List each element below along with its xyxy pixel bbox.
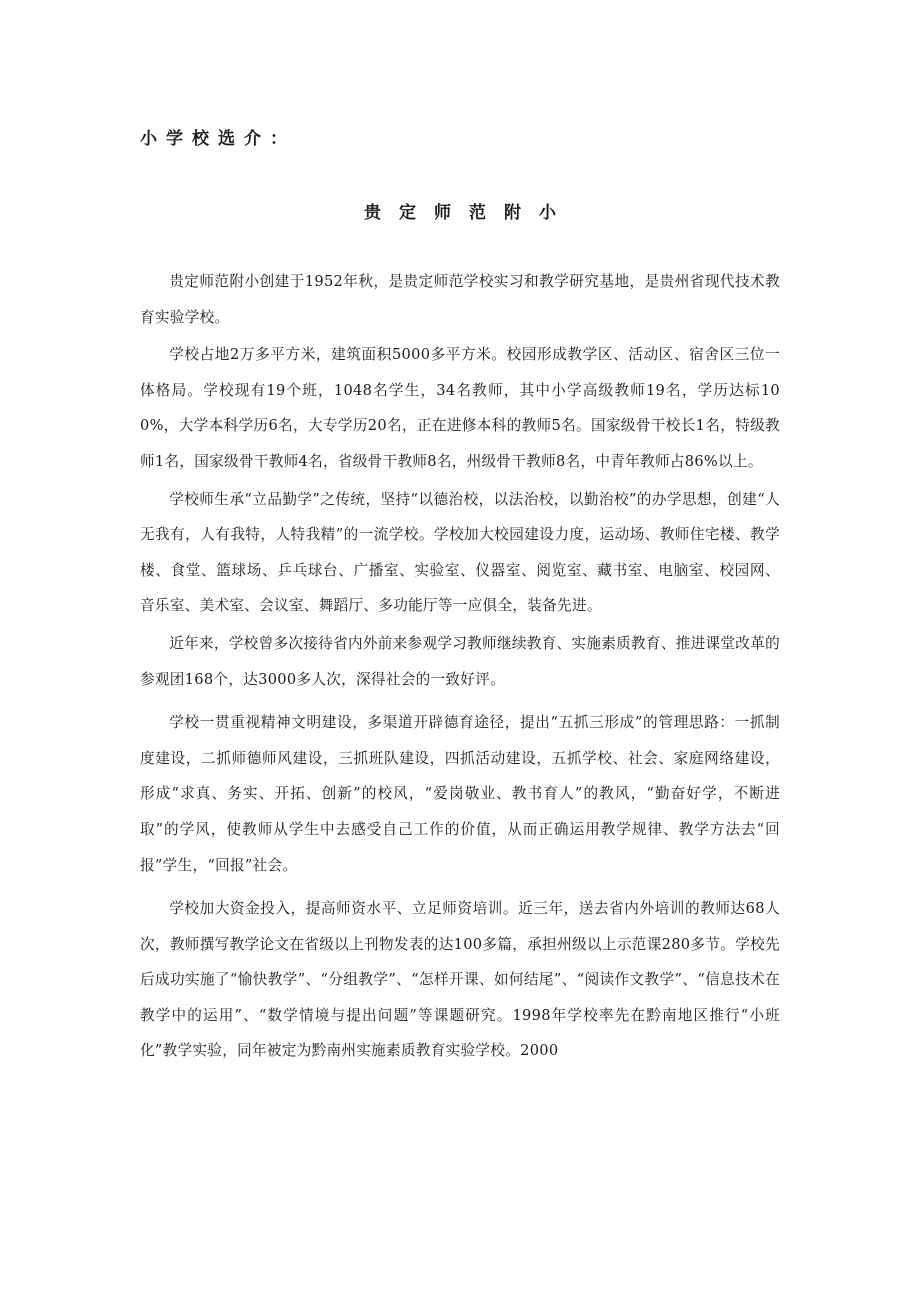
- paragraph-philosophy: 学校师生承“立品勤学”之传统，坚持“以德治校，以法治校，以勤治校”的办学思想，创建“人无我有，人有我特，人特我精”的一流学校。学校加大校园建设力度，运动场、教师住宅楼、教学楼、食堂、篮球场、乒乓球台、广播室、实验室、仪器室、阅览室、藏书室、电脑室、校园网、音乐室、美术室、会议室、舞蹈厅、多功能厅等一应俱全，装备先进。: [140, 490, 780, 615]
- document-title: 贵定师范附小: [364, 203, 574, 223]
- paragraph-moral-education: 学校一贯重视精神文明建设，多渠道开辟德育途径，提出“五抓三形成”的管理思路：一抓制度建设，二抓师德师风建设，三抓班队建设，四抓活动建设，五抓学校、社会、家庭网络建设，形成“求真、务实、开拓、创新”的校风，“爱岗敬业、教书育人”的教风，“勤奋好学，不断进取”的学风，使教师从学生中去感受自己工作的价值，从而正确运用教学规律、教学方法去“回报”学生，“回报”社会。: [140, 714, 780, 874]
- section-label: 小学校选介：: [140, 129, 296, 149]
- paragraph-founding: 贵定师范附小创建于1952年秋，是贵定师范学校实习和教学研究基地，是贵州省现代技术教育实验学校。: [140, 273, 780, 326]
- paragraph-teacher-training: 学校加大资金投入，提高师资水平、立足师资培训。近三年，送去省内外培训的教师达68人次，教师撰写教学论文在省级以上刊物发表的达100多篇，承担州级以上示范课280多节。学校先后成功实施了“愉快教学”、“分组教学”、“怎样开课、如何结尾”、“阅读作文教学”、“信息技术在教学中的运用”、“数学情境与提出问题”等课题研究。1998年学校率先在黔南地区推行“小班化”教学实验，同年被定为黔南州实施素质教育实验学校。2000: [140, 900, 780, 1060]
- body-text: [140, 264, 780, 1069]
- paragraph-facilities-staff: 学校占地2万多平方米，建筑面积5000多平方米。校园形成教学区、活动区、宿舍区三位一体格局。学校现有19个班，1048名学生，34名教师，其中小学高级教师19名，学历达标100%，大学本科学历6名，大专学历20名，正在进修本科的教师5名。国家级骨干校长1名，特级教师1名，国家级骨干教师4名，省级骨干教师8名，州级骨干教师8名，中青年教师占86%以上。: [140, 346, 780, 470]
- paragraph-visits: 近年来，学校曾多次接待省内外前来参观学习教师继续教育、实施素质教育、推进课堂改革的参观团168个，达3000多人次，深得社会的一致好评。: [140, 634, 780, 688]
